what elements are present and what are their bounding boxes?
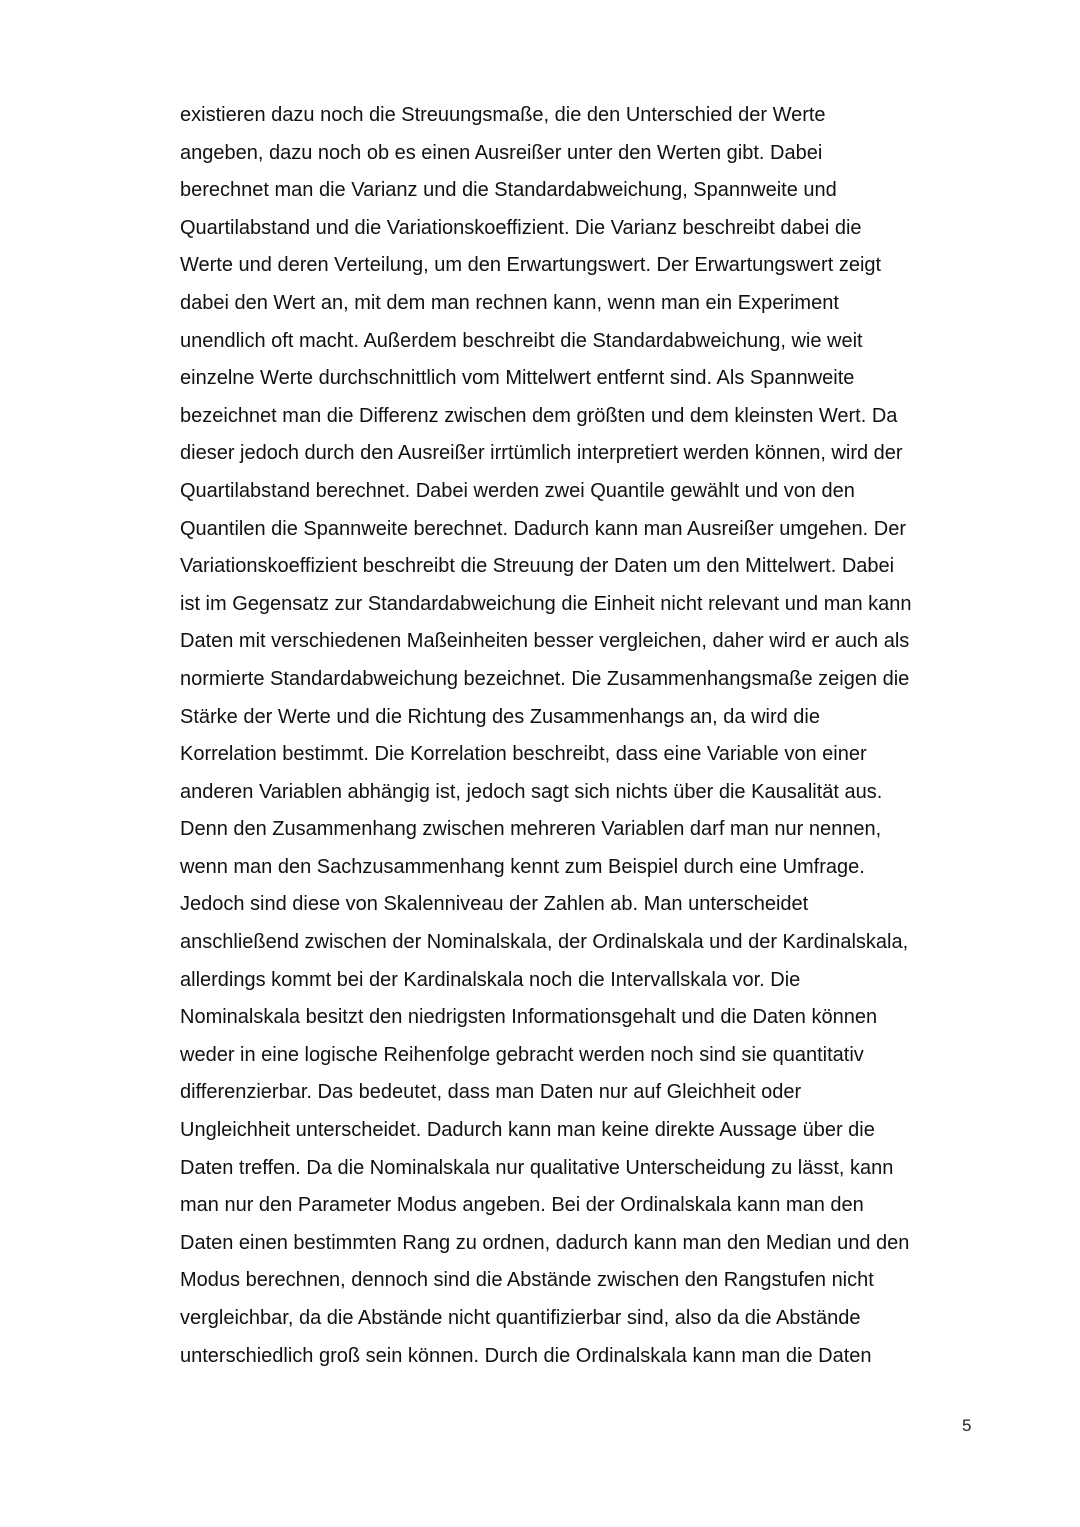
text-line: wenn man den Sachzusammenhang kennt zum Beispiel durch eine Umfrage. [180, 855, 865, 878]
text-line: Daten treffen. Da die Nominalskala nur qualitative Unterscheidung zu lässt, kann [180, 1156, 894, 1179]
text-line: existieren dazu noch die Streuungsmaße, die den Unterschied der Werte [180, 104, 826, 126]
text-line: weder in eine logische Reihenfolge gebracht werden noch sind sie quantitativ [180, 1043, 864, 1066]
text-line: anderen Variablen abhängig ist, jedoch sagt sich nichts über die Kausalität aus. [180, 780, 883, 803]
text-line: allerdings kommt bei der Kardinalskala noch die Intervallskala vor. Die [180, 968, 801, 991]
text-line: berechnet man die Varianz und die Standardabweichung, Spannweite und [180, 179, 837, 202]
text-line: Daten mit verschiedenen Maßeinheiten besser vergleichen, daher wird er auch als [180, 630, 910, 653]
text-line: anschließend zwischen der Nominalskala, der Ordinalskala und der Kardinalskala, [180, 931, 909, 954]
text-line: einzelne Werte durchschnittlich vom Mittelwert entfernt sind. Als Spannweite [180, 367, 855, 390]
text-line: Denn den Zusammenhang zwischen mehreren Variablen darf man nur nennen, [180, 818, 882, 841]
text-line: Jedoch sind diese von Skalenniveau der Zahlen ab. Man unterscheidet [180, 893, 809, 916]
text-line: Quantilen die Spannweite berechnet. Dadurch kann man Ausreißer umgehen. Der [180, 517, 906, 540]
text-line: differenzierbar. Das bedeutet, dass man Daten nur auf Gleichheit oder [180, 1081, 802, 1104]
text-line: dabei den Wert an, mit dem man rechnen kann, wenn man ein Experiment [180, 291, 839, 314]
text-line: Quartilabstand berechnet. Dabei werden zwei Quantile gewählt und von den [180, 479, 855, 502]
text-line: Ungleichheit unterscheidet. Dadurch kann man keine direkte Aussage über die [180, 1119, 875, 1142]
text-line: Quartilabstand und die Variationskoeffizient. Die Varianz beschreibt dabei die [180, 216, 862, 239]
text-line: unterschiedlich groß sein können. Durch die Ordinalskala kann man die Daten [180, 1344, 872, 1367]
text-line: Nominalskala besitzt den niedrigsten Informationsgehalt und die Daten können [180, 1006, 878, 1029]
text-line: man nur den Parameter Modus angeben. Bei der Ordinalskala kann man den [180, 1194, 864, 1217]
text-line: dieser jedoch durch den Ausreißer irrtümlich interpretiert werden können, wird der [180, 442, 903, 465]
text-line: Stärke der Werte und die Richtung des Zusammenhangs an, da wird die [180, 705, 820, 728]
text-line: angeben, dazu noch ob es einen Ausreißer unter den Werten gibt. Dabei [180, 141, 823, 164]
text-line: Daten einen bestimmten Rang zu ordnen, dadurch kann man den Median und den [180, 1231, 910, 1254]
text-line: Modus berechnen, dennoch sind die Abstände zwischen den Rangstufen nicht [180, 1269, 874, 1292]
text-line: bezeichnet man die Differenz zwischen dem größten und dem kleinsten Wert. Da [180, 404, 898, 427]
text-line: ist im Gegensatz zur Standardabweichung die Einheit nicht relevant und man kann [180, 592, 912, 615]
text-line: vergleichbar, da die Abstände nicht quantifizierbar sind, also da die Abstände [180, 1307, 861, 1329]
text-line: normierte Standardabweichung bezeichnet. Die Zusammenhangsmaße zeigen die [180, 667, 910, 690]
text-line: Werte und deren Verteilung, um den Erwartungswert. Der Erwartungswert zeigt [180, 254, 882, 277]
text-line: Variationskoeffizient beschreibt die Streuung der Daten um den Mittelwert. Dabei [180, 555, 895, 578]
page-number: 5 [962, 1416, 972, 1435]
text-line: Korrelation bestimmt. Die Korrelation beschreibt, dass eine Variable von einer [180, 743, 867, 766]
body-paragraph [180, 97, 1000, 1375]
text-line: unendlich oft macht. Außerdem beschreibt die Standardabweichung, wie weit [180, 329, 863, 352]
